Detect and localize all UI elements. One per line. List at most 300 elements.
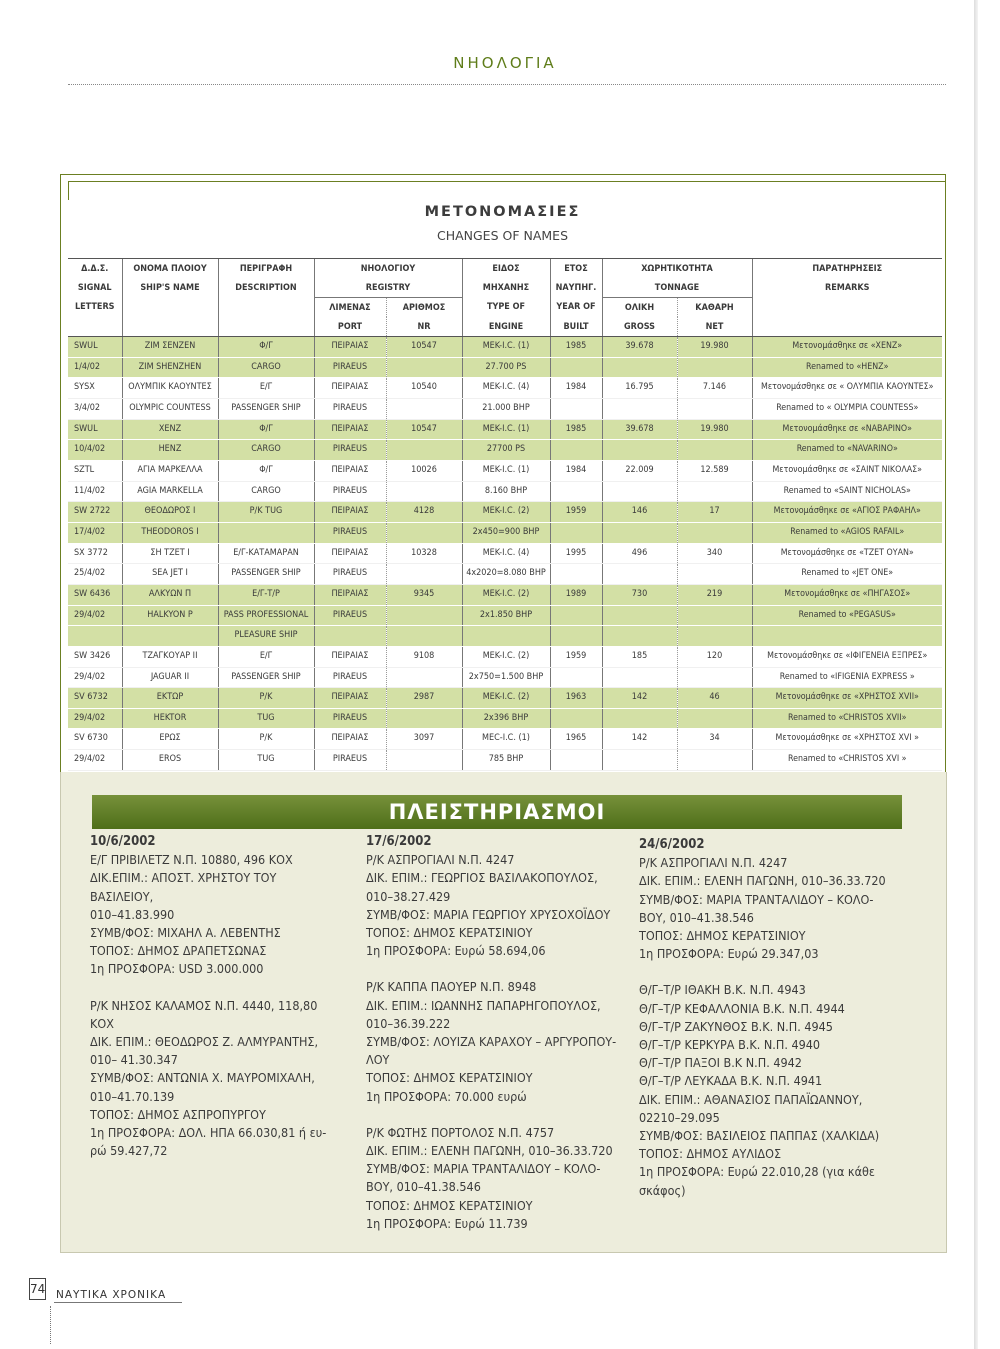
- table-cell: PIRAEUS: [314, 750, 386, 771]
- table-cell: [602, 626, 677, 647]
- table-cell: 8.160 BHP: [462, 481, 550, 502]
- auction-line: ΤΟΠΟΣ: ΔΗΜΟΣ ΚΕΡΑΤΣΙΝΙΟΥ: [366, 925, 533, 941]
- table-cell: [386, 708, 462, 729]
- table-row: [68, 667, 942, 688]
- table-cell: 1959: [550, 502, 602, 523]
- table-cell: 9345: [386, 584, 462, 605]
- table-cell: [218, 522, 314, 543]
- table-cell: 39.678: [602, 419, 677, 440]
- table-cell: ΤΖΑΓΚΟΥΑΡ ΙΙ: [122, 646, 218, 667]
- auctions-column-1: [90, 833, 340, 1178]
- col-tonnage-2: TONNAGE: [602, 278, 752, 298]
- table-cell: MEK-I.C. (2): [462, 688, 550, 709]
- table-cell: Renamed to «JET ONE»: [752, 564, 942, 585]
- table-cell: Μετονομάσθηκε σε «ΤΖΕΤ ΟΥΑΝ»: [752, 543, 942, 564]
- auctions-column-3: [639, 836, 904, 1218]
- table-cell: Renamed to «PEGASUS»: [752, 605, 942, 626]
- table-cell: [677, 440, 752, 461]
- auction-line: ΔΙΚ. ΕΠΙΜ.: ΑΘΑΝΑΣΙΟΣ ΠΑΠΑΪΩΑΝΝΟΥ,: [639, 1091, 863, 1107]
- table-cell: SWUL: [68, 419, 122, 440]
- table-cell: ΠΕΙΡΑΙΑΣ: [314, 543, 386, 564]
- table-cell: Μετονομάσθηκε σε «ΑΓΙΟΣ ΡΑΦΑΗΛ»: [752, 502, 942, 523]
- col-gross: ΟΛΙΚΗ: [602, 298, 677, 318]
- col-nr-2: NR: [386, 317, 462, 337]
- table-row: [68, 337, 942, 358]
- table-cell: 185: [602, 646, 677, 667]
- auctions-column-2: [366, 833, 621, 1251]
- table-cell: Renamed to «HENZ»: [752, 357, 942, 378]
- table-cell: 27700 PS: [462, 440, 550, 461]
- table-row: [68, 460, 942, 481]
- table-cell: 39.678: [602, 337, 677, 358]
- table-cell: JAGUAR II: [122, 667, 218, 688]
- auction-line: ΣΥΜΒ/ΦΟΣ: ΛΟΥΙΖΑ ΚΑΡΑΧΟΥ – ΑΡΓΥΡΟΠΟΥ-: [366, 1034, 617, 1050]
- auction-line: Ρ/Κ ΑΣΠΡΟΓΙΑΛΙ Ν.Π. 4247: [366, 852, 515, 868]
- auction-line: 010– 41.30.347: [90, 1052, 178, 1068]
- table-cell: 4x2020=8.080 BHP: [462, 564, 550, 585]
- auction-line: 1η ΠΡΟΣΦΟΡΑ: USD 3.000.000: [90, 961, 264, 977]
- table-cell: 1959: [550, 646, 602, 667]
- col-dds-2: SIGNAL: [77, 282, 112, 293]
- auction-line: ΤΟΠΟΣ: ΔΗΜΟΣ ΑΥΛΙΔΟΣ: [639, 1146, 782, 1162]
- table-cell: MEK-I.C. (4): [462, 543, 550, 564]
- table-title: ΜΕΤΟΝΟΜΑΣΙΕΣ: [424, 204, 581, 220]
- auction-line: ΤΟΠΟΣ: ΔΗΜΟΣ ΚΕΡΑΤΣΙΝΙΟΥ: [366, 1070, 533, 1086]
- table-cell: [386, 357, 462, 378]
- table-cell: MEK-I.C. (1): [462, 337, 550, 358]
- auction-line: σκάφος): [639, 1182, 686, 1198]
- auction-entry: [366, 978, 621, 1105]
- table-cell: 29/4/02: [68, 605, 122, 626]
- table-cell: ΕΡΩΣ: [122, 729, 218, 750]
- table-cell: Renamed to «NAVARINO»: [752, 440, 942, 461]
- table-cell: SV 6730: [68, 729, 122, 750]
- table-cell: 1963: [550, 688, 602, 709]
- col-year: ΕΤΟΣ: [550, 259, 602, 279]
- table-cell: 29/4/02: [68, 708, 122, 729]
- auction-line: ΔΙΚ. ΕΠΙΜ.: ΕΛΕΝΗ ΠΑΓΩΝΗ, 010–36.33.720: [366, 1143, 613, 1159]
- table-cell: [677, 481, 752, 502]
- col-port: ΛΙΜΕΝΑΣ: [314, 298, 386, 318]
- table-cell: ΟΛΥΜΠΙΚ ΚΑΟΥΝΤΕΣ: [122, 378, 218, 399]
- page-edge: [974, 0, 978, 1349]
- table-cell: ΠΕΙΡΑΙΑΣ: [314, 502, 386, 523]
- table-cell: Renamed to «SAINT NICHOLAS»: [752, 481, 942, 502]
- footer-rule: [54, 1302, 182, 1303]
- table-cell: SEA JET I: [122, 564, 218, 585]
- table-cell: HEKTOR: [122, 708, 218, 729]
- table-row: [68, 750, 942, 771]
- auction-line: ΣΥΜΒ/ΦΟΣ: ΑΝΤΩΝΙΑ Χ. ΜΑΥΡΟΜΙΧΑΛΗ,: [90, 1070, 315, 1086]
- table-row: [68, 502, 942, 523]
- auction-line: ΛΟΥ: [366, 1052, 390, 1068]
- auction-line: Ρ/Κ ΝΗΣΟΣ ΚΑΛΑΜΟΣ Ν.Π. 4440, 118,80: [90, 997, 318, 1013]
- col-net-2: NET: [677, 317, 752, 337]
- table-cell: PASS PROFESSIONAL: [218, 605, 314, 626]
- table-cell: Μετονομάσθηκε σε «ΧΡΗΣΤΟΣ XVI »: [752, 729, 942, 750]
- auction-line: ΔΙΚ.ΕΠΙΜ.: ΑΠΟΣΤ. ΧΡΗΣΤΟΥ ΤΟΥ ΒΑΣΙΛΕΙΟΥ,: [90, 870, 277, 904]
- table-cell: SX 3772: [68, 543, 122, 564]
- table-row: [68, 688, 942, 709]
- table-cell: [550, 522, 602, 543]
- table-cell: [602, 357, 677, 378]
- table-cell: ΑΓΙΑ ΜΑΡΚΕΛΛΑ: [122, 460, 218, 481]
- table-row: [68, 605, 942, 626]
- table-cell: 17/4/02: [68, 522, 122, 543]
- auction-line: ΔΙΚ. ΕΠΙΜ.: ΕΛΕΝΗ ΠΑΓΩΝΗ, 010–36.33.720: [639, 873, 886, 889]
- table-cell: 16.795: [602, 378, 677, 399]
- auction-line: ΣΥΜΒ/ΦΟΣ: ΒΑΣΙΛΕΙΟΣ ΠΑΠΠΑΣ (ΧΑΛΚΙΔΑ): [639, 1128, 880, 1144]
- table-row: [68, 646, 942, 667]
- table-cell: 2x750=1.500 BHP: [462, 667, 550, 688]
- magazine-name: ΝΑΥΤΙΚΑ ΧΡΟΝΙΚΑ: [56, 1289, 167, 1301]
- table-cell: [677, 667, 752, 688]
- auction-line: Θ/Γ–Τ/Ρ ΙΘΑΚΗ Β.Κ. Ν.Π. 4943: [639, 982, 806, 998]
- table-cell: [462, 626, 550, 647]
- table-cell: [386, 564, 462, 585]
- auction-entry: [90, 833, 340, 979]
- table-cell: ΑΛΚΥΩΝ Π: [122, 584, 218, 605]
- table-cell: SZTL: [68, 460, 122, 481]
- auction-line: 1η ΠΡΟΣΦΟΡΑ: Ευρώ 29.347,03: [639, 946, 819, 962]
- table-cell: PIRAEUS: [314, 708, 386, 729]
- table-subtitle: CHANGES OF NAMES: [436, 228, 569, 243]
- col-port-2: PORT: [314, 317, 386, 337]
- table-cell: 7.146: [677, 378, 752, 399]
- auction-line: Ε/Γ ΠΡΙΒΙΛΕΤΖ Ν.Π. 10880, 496 ΚΟΧ: [90, 852, 293, 868]
- table-cell: 142: [602, 688, 677, 709]
- table-cell: [602, 667, 677, 688]
- table-cell: [550, 481, 602, 502]
- table-cell: 19.980: [677, 337, 752, 358]
- table-cell: ZIM SHENZHEN: [122, 357, 218, 378]
- table-cell: [602, 708, 677, 729]
- table-cell: 29/4/02: [68, 750, 122, 771]
- table-cell: [386, 626, 462, 647]
- table-cell: [602, 605, 677, 626]
- table-cell: SWUL: [68, 337, 122, 358]
- table-cell: PIRAEUS: [314, 357, 386, 378]
- auction-line: ΔΙΚ. ΕΠΙΜ.: ΓΕΩΡΓΙΟΣ ΒΑΣΙΛΑΚΟΠΟΥΛΟΣ,: [366, 870, 598, 886]
- col-gross-2: GROSS: [602, 317, 677, 337]
- table-cell: 11/4/02: [68, 481, 122, 502]
- col-name-2: SHIP'S NAME: [122, 278, 218, 298]
- table-cell: [314, 626, 386, 647]
- table-cell: [677, 750, 752, 771]
- auction-line: Ρ/Κ ΦΩΤΗΣ ΠΟΡΤΟΛΟΣ Ν.Π. 4757: [366, 1124, 555, 1140]
- col-name: ΟΝΟΜΑ ΠΛΟΙΟΥ: [122, 259, 218, 279]
- table-cell: Renamed to «IFIGENIA EXPRESS »: [752, 667, 942, 688]
- table-cell: Μετονομάσθηκε σε «ΧΡΗΣΤΟΣ XVII»: [752, 688, 942, 709]
- table-cell: Φ/Γ: [218, 419, 314, 440]
- table-cell: SW 3426: [68, 646, 122, 667]
- auction-line: ΣΥΜΒ/ΦΟΣ: ΜΑΡΙΑ ΤΡΑΝΤΑΛΙΔΟΥ – ΚΟΛΟ-: [639, 891, 874, 907]
- auction-line: 010–36.39.222: [366, 1015, 451, 1031]
- auction-line: ΤΟΠΟΣ: ΔΗΜΟΣ ΔΡΑΠΕΤΣΩΝΑΣ: [90, 943, 267, 959]
- table-cell: [550, 667, 602, 688]
- table-cell: 2987: [386, 688, 462, 709]
- auction-line: ΔΙΚ. ΕΠΙΜ.: ΙΩΑΝΝΗΣ ΠΑΠΑΡΗΓΟΠΟΥΛΟΣ,: [366, 997, 601, 1013]
- table-row: [68, 357, 942, 378]
- auction-line: ΣΥΜΒ/ΦΟΣ: ΜΑΡΙΑ ΤΡΑΝΤΑΛΙΔΟΥ – ΚΟΛΟ-: [366, 1161, 601, 1177]
- auction-line: 02210–29.095: [639, 1109, 720, 1125]
- table-cell: ZIM ΣΕΝΖΕΝ: [122, 337, 218, 358]
- col-net: ΚΑΘΑΡΗ: [677, 298, 752, 318]
- table-cell: ΣΗ ΤΖΕΤ Ι: [122, 543, 218, 564]
- auction-line: ΔΙΚ. ΕΠΙΜ.: ΘΕΟΔΩΡΟΣ Ζ. ΑΛΜΥΡΑΝΤΗΣ,: [90, 1034, 319, 1050]
- col-engine: ΕΙΔΟΣ: [462, 259, 550, 279]
- col-remarks: ΠΑΡΑΤΗΡΗΣΕΙΣ: [752, 259, 942, 279]
- table-cell: 9108: [386, 646, 462, 667]
- auction-line: Θ/Γ–Τ/Ρ ΚΕΦΑΛΛΟΝΙΑ Β.Κ. Ν.Π. 4944: [639, 1000, 845, 1016]
- table-row: [68, 543, 942, 564]
- table-cell: [677, 708, 752, 729]
- table-cell: Ε/Γ: [218, 378, 314, 399]
- table-row: [68, 481, 942, 502]
- header-rule: [68, 84, 946, 85]
- table-cell: 10540: [386, 378, 462, 399]
- table-cell: PIRAEUS: [314, 564, 386, 585]
- table-row: [68, 522, 942, 543]
- auction-line: 1η ΠΡΟΣΦΟΡΑ: ΔΟΛ. ΗΠΑ 66.030,81 ή ευ-: [90, 1125, 327, 1141]
- auctions-title: ΠΛΕΙΣΤΗΡΙΑΣΜΟΙ: [92, 795, 902, 829]
- table-cell: 12.589: [677, 460, 752, 481]
- table-cell: 2x450=900 BHP: [462, 522, 550, 543]
- table-cell: 1985: [550, 419, 602, 440]
- auction-entry: [90, 997, 340, 1161]
- auction-line: ΤΟΠΟΣ: ΔΗΜΟΣ ΚΕΡΑΤΣΙΝΙΟΥ: [366, 1197, 533, 1213]
- auction-line: ΤΟΠΟΣ: ΔΗΜΟΣ ΑΣΠΡΟΠΥΡΓΟΥ: [90, 1106, 266, 1122]
- table-cell: [752, 626, 942, 647]
- table-cell: EROS: [122, 750, 218, 771]
- table-cell: Ε/Γ: [218, 646, 314, 667]
- table-cell: Ε/Γ-Τ/Ρ: [218, 584, 314, 605]
- table-cell: [68, 626, 122, 647]
- table-cell: PIRAEUS: [314, 667, 386, 688]
- table-cell: PIRAEUS: [314, 481, 386, 502]
- table-cell: 496: [602, 543, 677, 564]
- col-desc: ΠΕΡΙΓΡΑΦΗ: [218, 259, 314, 279]
- table-cell: 2x1.850 BHP: [462, 605, 550, 626]
- auction-line: Ρ/Κ ΚΑΠΠΑ ΠΑΟΥΕΡ Ν.Π. 8948: [366, 979, 537, 995]
- table-cell: HALKYON P: [122, 605, 218, 626]
- auction-entry: [639, 981, 904, 1199]
- table-cell: ΠΕΙΡΑΙΑΣ: [314, 460, 386, 481]
- table-cell: [550, 564, 602, 585]
- auction-line: ΚΟΧ: [90, 1015, 114, 1031]
- auction-line: Θ/Γ–Τ/Ρ ΚΕΡΚΥΡΑ Β.Κ. Ν.Π. 4940: [639, 1037, 821, 1053]
- table-cell: Φ/Γ: [218, 460, 314, 481]
- auction-line: ΣΥΜΒ/ΦΟΣ: ΜΑΡΙΑ ΓΕΩΡΓΙΟΥ ΧΡΥΣΟΧΟΪΔΟΥ: [366, 906, 611, 922]
- table-cell: Renamed to «CHRISTOS XVI »: [752, 750, 942, 771]
- table-cell: ΠΕΙΡΑΙΑΣ: [314, 584, 386, 605]
- table-cell: PIRAEUS: [314, 522, 386, 543]
- table-cell: 3097: [386, 729, 462, 750]
- table-cell: [550, 708, 602, 729]
- table-cell: 1/4/02: [68, 357, 122, 378]
- auction-line: 1η ΠΡΟΣΦΟΡΑ: Ευρώ 58.694,06: [366, 943, 546, 959]
- table-cell: MEK-I.C. (2): [462, 584, 550, 605]
- table-cell: [550, 750, 602, 771]
- table-cell: MEK-I.C. (2): [462, 502, 550, 523]
- table-cell: 22.009: [602, 460, 677, 481]
- table-row: [68, 708, 942, 729]
- table-cell: ΠΕΙΡΑΙΑΣ: [314, 729, 386, 750]
- table-cell: THEODOROS I: [122, 522, 218, 543]
- table-cell: 1995: [550, 543, 602, 564]
- table-cell: ΠΕΙΡΑΙΑΣ: [314, 419, 386, 440]
- table-cell: [677, 626, 752, 647]
- table-cell: 10/4/02: [68, 440, 122, 461]
- table-row: [68, 398, 942, 419]
- table-cell: Φ/Γ: [218, 337, 314, 358]
- table-cell: ΧΕΝΖ: [122, 419, 218, 440]
- auction-line: 1η ΠΡΟΣΦΟΡΑ: 70.000 ευρώ: [366, 1088, 527, 1104]
- table-cell: PASSENGER SHIP: [218, 667, 314, 688]
- table-cell: 120: [677, 646, 752, 667]
- table-cell: TUG: [218, 750, 314, 771]
- table-frame-inner: [68, 181, 946, 200]
- table-cell: PLEASURE SHIP: [218, 626, 314, 647]
- table-cell: [386, 605, 462, 626]
- auction-date: 17/6/2002: [366, 834, 432, 849]
- auction-date: 24/6/2002: [639, 837, 705, 852]
- table-cell: 19.980: [677, 419, 752, 440]
- col-engine-2: ΜΗΧΑΝΗΣ: [462, 278, 550, 298]
- table-cell: [122, 626, 218, 647]
- auction-date: 10/6/2002: [90, 834, 156, 849]
- table-cell: [386, 440, 462, 461]
- table-row: [68, 419, 942, 440]
- table-cell: 730: [602, 584, 677, 605]
- table-cell: 27.700 PS: [462, 357, 550, 378]
- auction-line: 010–41.70.139: [90, 1088, 175, 1104]
- table-cell: 1984: [550, 460, 602, 481]
- table-cell: PIRAEUS: [314, 398, 386, 419]
- col-dds: Δ.Δ.Σ.: [68, 259, 122, 279]
- table-cell: 4128: [386, 502, 462, 523]
- table-cell: AGIA MARKELLA: [122, 481, 218, 502]
- table-cell: ΕΚΤΩΡ: [122, 688, 218, 709]
- table-cell: ΠΕΙΡΑΙΑΣ: [314, 378, 386, 399]
- table-cell: PASSENGER SHIP: [218, 564, 314, 585]
- table-cell: Ε/Γ-ΚΑΤΑΜΑΡΑΝ: [218, 543, 314, 564]
- table-row: [68, 584, 942, 605]
- table-cell: MEK-I.C. (1): [462, 419, 550, 440]
- col-nr: ΑΡΙΘΜΟΣ: [386, 298, 462, 318]
- col-year-2: ΝΑΥΠΗΓ.: [550, 278, 602, 298]
- table-cell: [550, 357, 602, 378]
- table-cell: TUG: [218, 708, 314, 729]
- auction-line: Θ/Γ–Τ/Ρ ΠΑΞΟΙ Β.Κ Ν.Π. 4942: [639, 1055, 802, 1071]
- auction-line: ΒΟΥ, 010–41.38.546: [366, 1179, 481, 1195]
- col-engine-3: TYPE OF: [462, 298, 550, 318]
- table-cell: Renamed to «CHRISTOS XVII»: [752, 708, 942, 729]
- table-cell: 219: [677, 584, 752, 605]
- table-cell: 29/4/02: [68, 667, 122, 688]
- col-registry-2: REGISTRY: [314, 278, 462, 298]
- table-cell: 10547: [386, 337, 462, 358]
- table-cell: 785 BHP: [462, 750, 550, 771]
- table-cell: [550, 440, 602, 461]
- table-cell: Μετονομάσθηκε σε «ΠΗΓΑΣΟΣ»: [752, 584, 942, 605]
- table-cell: 142: [602, 729, 677, 750]
- col-year-3: YEAR OF: [550, 298, 602, 318]
- table-cell: SW 2722: [68, 502, 122, 523]
- table-cell: 46: [677, 688, 752, 709]
- table-cell: MEK-I.C. (4): [462, 378, 550, 399]
- table-cell: [386, 398, 462, 419]
- col-tonnage: ΧΩΡΗΤΙΚΟΤΗΤΑ: [602, 259, 752, 279]
- table-cell: [677, 522, 752, 543]
- table-cell: Renamed to «AGIOS RAFAIL»: [752, 522, 942, 543]
- auction-line: ΣΥΜΒ/ΦΟΣ: ΜΙΧΑΗΛ Α. ΛΕΒΕΝΤΗΣ: [90, 925, 281, 941]
- table-cell: 1989: [550, 584, 602, 605]
- table-cell: SV 6732: [68, 688, 122, 709]
- table-cell: CARGO: [218, 357, 314, 378]
- auction-entry: [366, 833, 621, 960]
- auction-line: 010–41.83.990: [90, 906, 175, 922]
- table-cell: ΘΕΟΔΩΡΟΣ Ι: [122, 502, 218, 523]
- table-cell: [602, 398, 677, 419]
- table-cell: SYSX: [68, 378, 122, 399]
- table-cell: [677, 564, 752, 585]
- auction-line: 1η ΠΡΟΣΦΟΡΑ: Ευρώ 22.010,28 (για κάθε: [639, 1164, 875, 1180]
- col-dds-3: LETTERS: [74, 302, 115, 313]
- changes-of-names-table: [68, 258, 942, 771]
- table-cell: Ρ/Κ: [218, 729, 314, 750]
- auction-line: Ρ/Κ ΑΣΠΡΟΓΙΑΛΙ Ν.Π. 4247: [639, 855, 788, 871]
- table-cell: ΠΕΙΡΑΙΑΣ: [314, 646, 386, 667]
- table-cell: [386, 481, 462, 502]
- table-cell: [550, 398, 602, 419]
- table-cell: [602, 750, 677, 771]
- table-cell: 21.000 BHP: [462, 398, 550, 419]
- table-cell: MEK-I.C. (2): [462, 646, 550, 667]
- table-cell: 1985: [550, 337, 602, 358]
- table-cell: [677, 398, 752, 419]
- auction-line: ΒΟΥ, 010–41.38.546: [639, 909, 754, 925]
- col-year-4: BUILT: [550, 317, 602, 337]
- table-cell: Μετονομάσθηκε σε «ΣΑΙΝΤ ΝΙΚΟΛΑΣ»: [752, 460, 942, 481]
- table-cell: 25/4/02: [68, 564, 122, 585]
- col-remarks-2: REMARKS: [752, 278, 942, 298]
- table-row: [68, 564, 942, 585]
- table-cell: Μετονομάσθηκε σε «ΙΦΙΓΕΝΕΙΑ ΕΞΠΡΕΣ»: [752, 646, 942, 667]
- table-cell: 10328: [386, 543, 462, 564]
- table-cell: ΠΕΙΡΑΙΑΣ: [314, 688, 386, 709]
- table-cell: Μετονομάσθηκε σε «ΧΕΝΖ»: [752, 337, 942, 358]
- table-cell: Ρ/Κ: [218, 688, 314, 709]
- table-row: [68, 729, 942, 750]
- table-cell: Ρ/Κ TUG: [218, 502, 314, 523]
- table-cell: [677, 357, 752, 378]
- table-cell: [602, 481, 677, 502]
- table-cell: MEC-I.C. (1): [462, 729, 550, 750]
- table-cell: [677, 605, 752, 626]
- auction-line: ΤΟΠΟΣ: ΔΗΜΟΣ ΚΕΡΑΤΣΙΝΙΟΥ: [639, 928, 806, 944]
- table-cell: Renamed to « OLYMPIA COUNTESS»: [752, 398, 942, 419]
- table-cell: Μετονομάσθηκε σε «ΝΑΒΑΡΙΝΟ»: [752, 419, 942, 440]
- table-cell: 10547: [386, 419, 462, 440]
- table-cell: 34: [677, 729, 752, 750]
- page-number: 74: [29, 1278, 46, 1300]
- table-cell: ΠΕΙΡΑΙΑΣ: [314, 337, 386, 358]
- table-cell: PASSENGER SHIP: [218, 398, 314, 419]
- table-cell: OLYMPIC COUNTESS: [122, 398, 218, 419]
- table-cell: [602, 440, 677, 461]
- auction-line: Θ/Γ–Τ/Ρ ΖΑΚΥΝΘΟΣ Β.Κ. Ν.Π. 4945: [639, 1018, 833, 1034]
